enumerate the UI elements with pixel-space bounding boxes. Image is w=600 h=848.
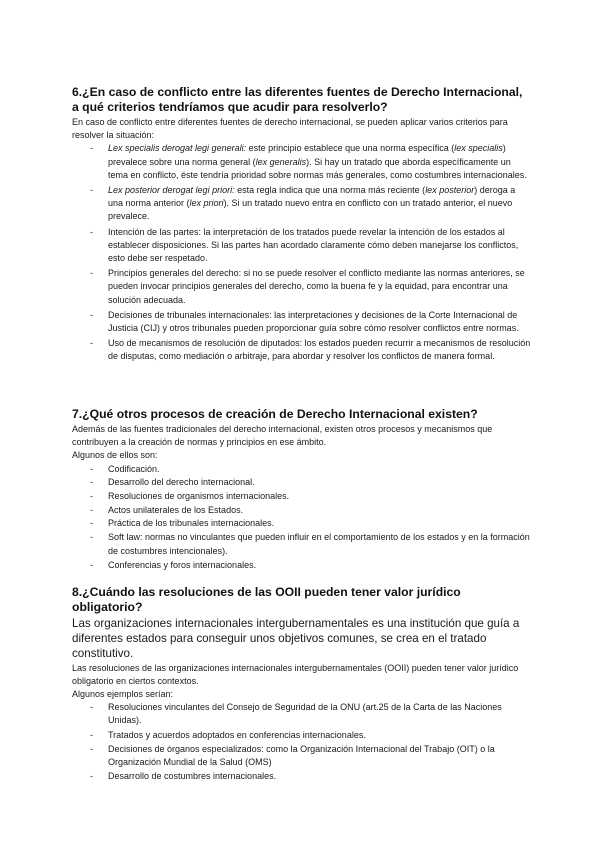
section-q6 xyxy=(72,85,532,366)
list-item: - Resoluciones vinculantes del Consejo de Seguridad de la ONU (art.25 de la Carta de las Naciones Unidas). xyxy=(108,701,532,727)
q6-list xyxy=(72,142,532,363)
q8-heading: 8.¿Cuándo las resoluciones de las OOII pueden tener valor jurídico obligatorio? xyxy=(72,585,461,614)
list-item xyxy=(108,184,532,224)
list-item-italic: lex priori xyxy=(189,198,224,209)
q6-heading: 6.¿En caso de conflicto entre las diferentes fuentes de Derecho Internacional, a qué criterios tendríamos que acudir para resolverlo? xyxy=(72,85,523,114)
q7-list xyxy=(72,463,532,573)
q6-item1-lead: Lex specialis derogat legi generali: xyxy=(108,143,247,154)
list-item: - Intención de las partes: la interpretación de los tratados puede revelar la intención de los estados al establecer disposiciones. Si las partes han acordado claramente cómo deben manejarse los conflictos, esto debe ser respetado. xyxy=(108,226,532,266)
list-item: - Decisiones de tribunales internacionales: las interpretaciones y decisiones de la Corte Internacional de Justicia (CIJ) y otros tribunales pueden proporcionar guía sobre cómo resolver conflictos entre normas. xyxy=(108,309,532,335)
section-q8 xyxy=(72,585,532,784)
q8-subintro: Algunos ejemplos serían: xyxy=(72,689,174,700)
list-item: - Práctica de los tribunales internacionales. xyxy=(108,517,532,531)
list-item: - Decisiones de órganos especializados: como la Organización Internacional del Trabajo (OIT) o la Organización Mundial de la Salud (OMS) xyxy=(108,743,532,769)
list-item: - Actos unilaterales de los Estados. xyxy=(108,504,532,518)
list-item: - Principios generales del derecho: si no se puede resolver el conflicto mediante las normas anteriores, se pueden invocar principios generales del derecho, como la buena fe y la equidad, para encontrar una solución adecuada. xyxy=(108,267,532,307)
list-item: - Codificación. xyxy=(108,463,532,477)
q7-subintro: Algunos de ellos son: xyxy=(72,450,158,461)
list-item xyxy=(108,142,532,182)
list-item-text: ). Si hay un tratado que aborda específicamente un tema en conflicto, éste tendría prioridad sobre normas más generales, como costumbres internacionales. xyxy=(108,156,527,180)
q7-heading: 7.¿Qué otros procesos de creación de Derecho Internacional existen? xyxy=(72,407,478,421)
list-item-text: ) prevalece sobre una norma general ( xyxy=(108,143,506,167)
list-item: - Resoluciones de organismos internacionales. xyxy=(108,490,532,504)
q8-list xyxy=(72,701,532,783)
list-item-text: ). Si un tratado nuevo entra en conflicto con un tratado anterior, el nuevo prevalece. xyxy=(108,198,513,222)
q6-intro: En caso de conflicto entre diferentes fuentes de derecho internacional, se pueden aplicar varios criterios para resolver la situación: xyxy=(72,117,508,141)
list-item: - Desarrollo de costumbres internacionales. xyxy=(108,770,532,783)
section-q7 xyxy=(72,407,532,572)
list-item-italic: lex generalis xyxy=(255,156,307,167)
q8-intro-large: Las organizaciones internacionales intergubernamentales es una institución que guía a diferentes estados para conseguir unos objetivos comunes, se crea en el tratado constitutivo. xyxy=(72,617,520,661)
list-item-text: ) deroga a una norma anterior ( xyxy=(108,185,516,209)
list-item: - Desarrollo del derecho internacional. xyxy=(108,476,532,490)
q7-intro: Además de las fuentes tradicionales del derecho internacional, existen otros procesos y mecanismos que contribuyen a la creación de normas y principios en ese ámbito. xyxy=(72,424,493,448)
list-item-text: este principio establece que una norma específica ( xyxy=(246,143,455,154)
list-item: - Soft law: normas no vinculantes que pueden influir en el comportamiento de los estados y en la formación de costumbres intencionales). xyxy=(108,531,532,558)
list-item-text: esta regla indica que una norma más reciente ( xyxy=(234,185,426,196)
list-item: - Tratados y acuerdos adoptados en conferencias internacionales. xyxy=(108,729,532,742)
list-item-italic: lex posterior xyxy=(425,185,475,196)
list-item: - Conferencias y foros internacionales. xyxy=(108,559,532,573)
list-item: - Uso de mecanismos de resolución de diputados: los estados pueden recurrir a mecanismos de resolución de disputas, como mediación o arbitraje, para abordar y resolver los conflictos de manera formal. xyxy=(108,337,532,363)
q6-item2-lead: Lex posterior derogat legi priori: xyxy=(108,185,235,196)
q8-intro: Las resoluciones de las organizaciones internacionales intergubernamentales (OOII) pueden tener valor jurídico obligatorio en ciertos contextos. xyxy=(72,662,519,686)
list-item-italic: lex specialis xyxy=(454,143,503,154)
